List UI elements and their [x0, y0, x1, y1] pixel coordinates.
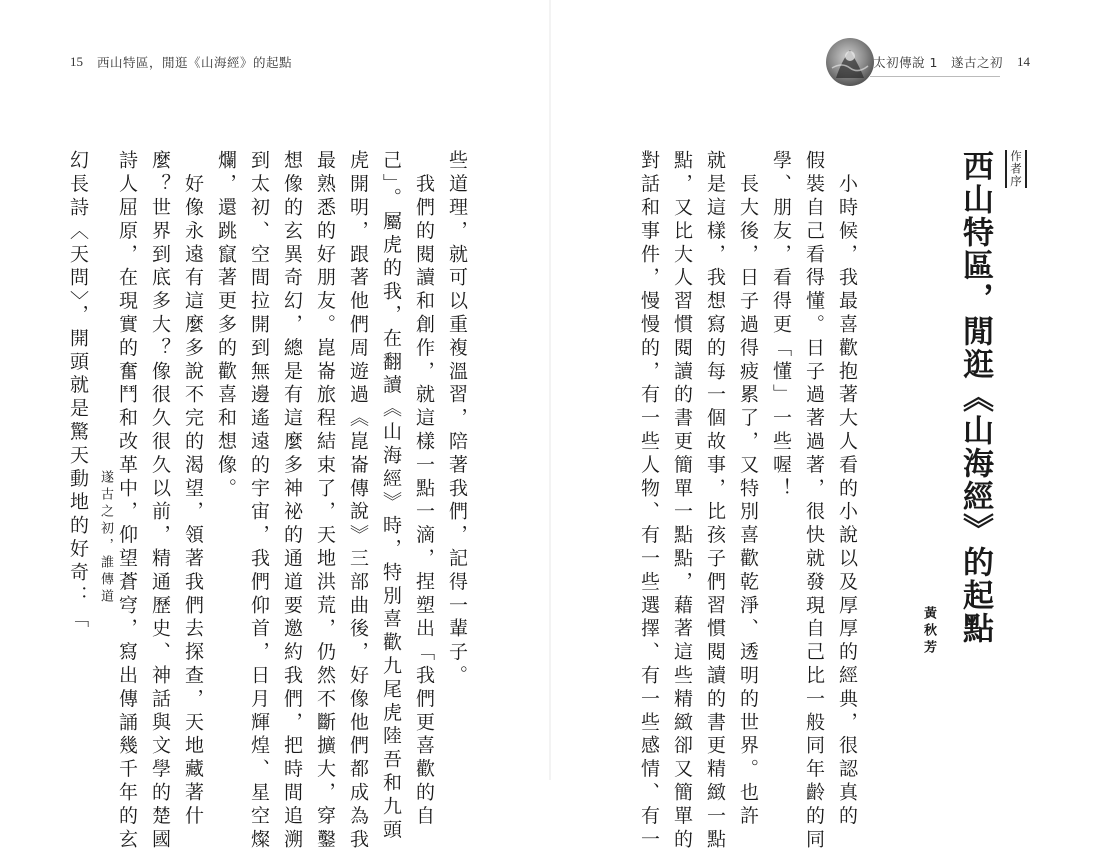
text-column: 想像的玄異奇幻，總是有這麼多神祕的通道要邀約我們，把時間追溯: [281, 150, 303, 852]
right-page-header: [873, 53, 1030, 71]
text-column: 我們的閱讀和創作，就這樣一點一滴，捏塑出「我們更喜歡的自: [413, 150, 435, 829]
left-running-title: 西山特區，閒逛《山海經》的起點: [97, 55, 293, 70]
right-page-number: 14: [1017, 54, 1030, 69]
text-column: 最熟悉的好朋友。崑崙旅程結束了，天地洪荒，仍然不斷擴大，穿鑿: [314, 150, 336, 852]
text-column: 小時候，我最喜歡抱著大人看的小說以及厚厚的經典，很認真的: [836, 150, 858, 829]
left-page-number: 15: [70, 54, 83, 69]
left-page-header: [70, 53, 292, 71]
text-column: 好像永遠有這麼多說不完的渴望，領著我們去探查，天地藏著什: [182, 150, 204, 829]
text-column: 麼？世界到底多大？像很久很久以前，精通歷史、神話與文學的楚國: [149, 150, 171, 852]
text-column: 就是這樣，我想寫的每一個故事，比孩子們習慣閱讀的書更精緻一點: [704, 150, 726, 852]
text-column: 對話和事件，慢慢的，有一些人物、有一些選擇、有一些感情、有一: [638, 150, 660, 852]
text-column: 虎開明，跟著他們周遊過《崑崙傳說》三部曲後，好像他們都成為我: [347, 150, 369, 852]
text-column: 學、朋友，看得更「懂」一些喔！: [770, 150, 792, 501]
preface-tag: 作者序: [1005, 150, 1027, 188]
text-column: 點，又比大人習慣閱讀的書更簡單一點點，藉著這些精緻卻又簡單的: [671, 150, 693, 852]
text-column: 己」。屬虎的我，在翻讀《山海經》時，特別喜歡九尾虎陸吾和九頭: [380, 150, 402, 843]
text-column: 長大後，日子過得疲累了，又特別喜歡乾淨、透明的世界。也許: [737, 150, 759, 829]
text-column: 假裝自己看得懂。日子過著過著，很快就發現自己比一般同年齡的同: [803, 150, 825, 852]
text-column: 些道理，就可以重複溫習，陪著我們，記得一輩子。: [446, 150, 468, 689]
text-column: 到太初、空間拉開到無邊遙遠的宇宙，我們仰首，日月輝煌、星空燦: [248, 150, 270, 852]
text-column: 幻長詩〈天問〉，開頭就是驚天動地的好奇：「: [67, 150, 89, 632]
chapter-title: 西山特區，閒逛《山海經》的起點: [957, 150, 993, 645]
book-emblem-icon: [826, 38, 874, 86]
header-rule: [870, 76, 1000, 77]
page-gutter: [549, 0, 551, 780]
text-column: 爛，還跳竄著更多的歡喜和想像。: [215, 150, 237, 501]
right-running-title: 太初傳說 1 遂古之初: [873, 55, 1003, 70]
poem-opening-quote: 遂古之初，誰傳道: [98, 470, 113, 606]
text-column: 詩人屈原，在現實的奮鬥和改革中，仰望蒼穹，寫出傳誦幾千年的玄: [116, 150, 138, 852]
author-name: 黃秋芳: [921, 606, 936, 657]
